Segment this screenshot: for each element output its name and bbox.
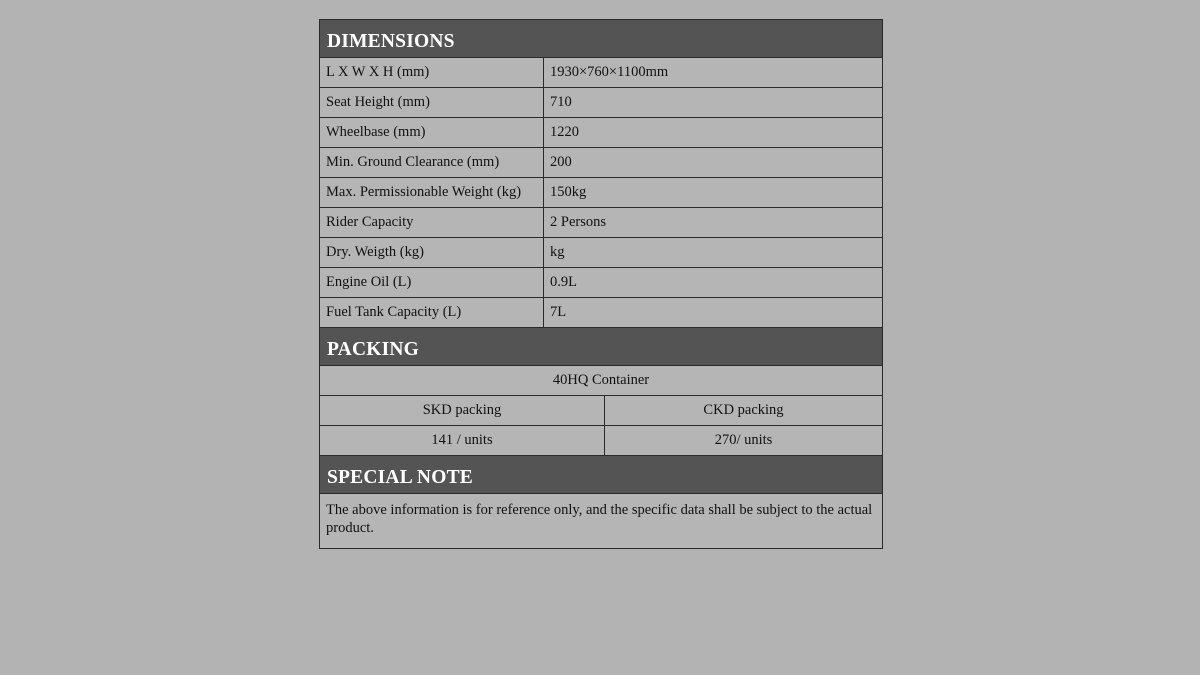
table-row [320, 396, 883, 426]
dimension-label: L X W X H (mm) [320, 58, 544, 88]
table-row [320, 88, 883, 118]
table-row [320, 148, 883, 178]
packing-heading: PACKING [320, 328, 883, 366]
table-row [320, 366, 883, 396]
dimension-label: Rider Capacity [320, 208, 544, 238]
dimension-label: Max. Permissionable Weight (kg) [320, 178, 544, 208]
table-row [320, 58, 883, 88]
skd-packing-header: SKD packing [320, 396, 605, 426]
ckd-packing-value: 270/ units [605, 426, 883, 456]
dimension-value: kg [544, 238, 883, 268]
special-note-heading: SPECIAL NOTE [320, 456, 883, 494]
dimension-value: 150kg [544, 178, 883, 208]
dimension-value: 1220 [544, 118, 883, 148]
table-row [320, 208, 883, 238]
table-row [320, 118, 883, 148]
table-row [320, 494, 883, 549]
table-row [320, 178, 883, 208]
container-type: 40HQ Container [320, 366, 883, 396]
spec-table [319, 19, 883, 549]
dimension-value: 200 [544, 148, 883, 178]
skd-packing-value: 141 / units [320, 426, 605, 456]
dimensions-heading: DIMENSIONS [320, 20, 883, 58]
dimension-value: 2 Persons [544, 208, 883, 238]
table-row [320, 426, 883, 456]
dimension-label: Min. Ground Clearance (mm) [320, 148, 544, 178]
dimension-value: 0.9L [544, 268, 883, 298]
dimension-label: Engine Oil (L) [320, 268, 544, 298]
dimension-value: 710 [544, 88, 883, 118]
table-row [320, 238, 883, 268]
table-row [320, 268, 883, 298]
dimension-value: 1930×760×1100mm [544, 58, 883, 88]
table-row [320, 298, 883, 328]
dimension-value: 7L [544, 298, 883, 328]
special-note-text: The above information is for reference only, and the specific data shall be subject to the actual product. [320, 494, 883, 549]
ckd-packing-header: CKD packing [605, 396, 883, 426]
dimension-label: Wheelbase (mm) [320, 118, 544, 148]
dimension-label: Dry. Weigth (kg) [320, 238, 544, 268]
dimension-label: Fuel Tank Capacity (L) [320, 298, 544, 328]
dimension-label: Seat Height (mm) [320, 88, 544, 118]
